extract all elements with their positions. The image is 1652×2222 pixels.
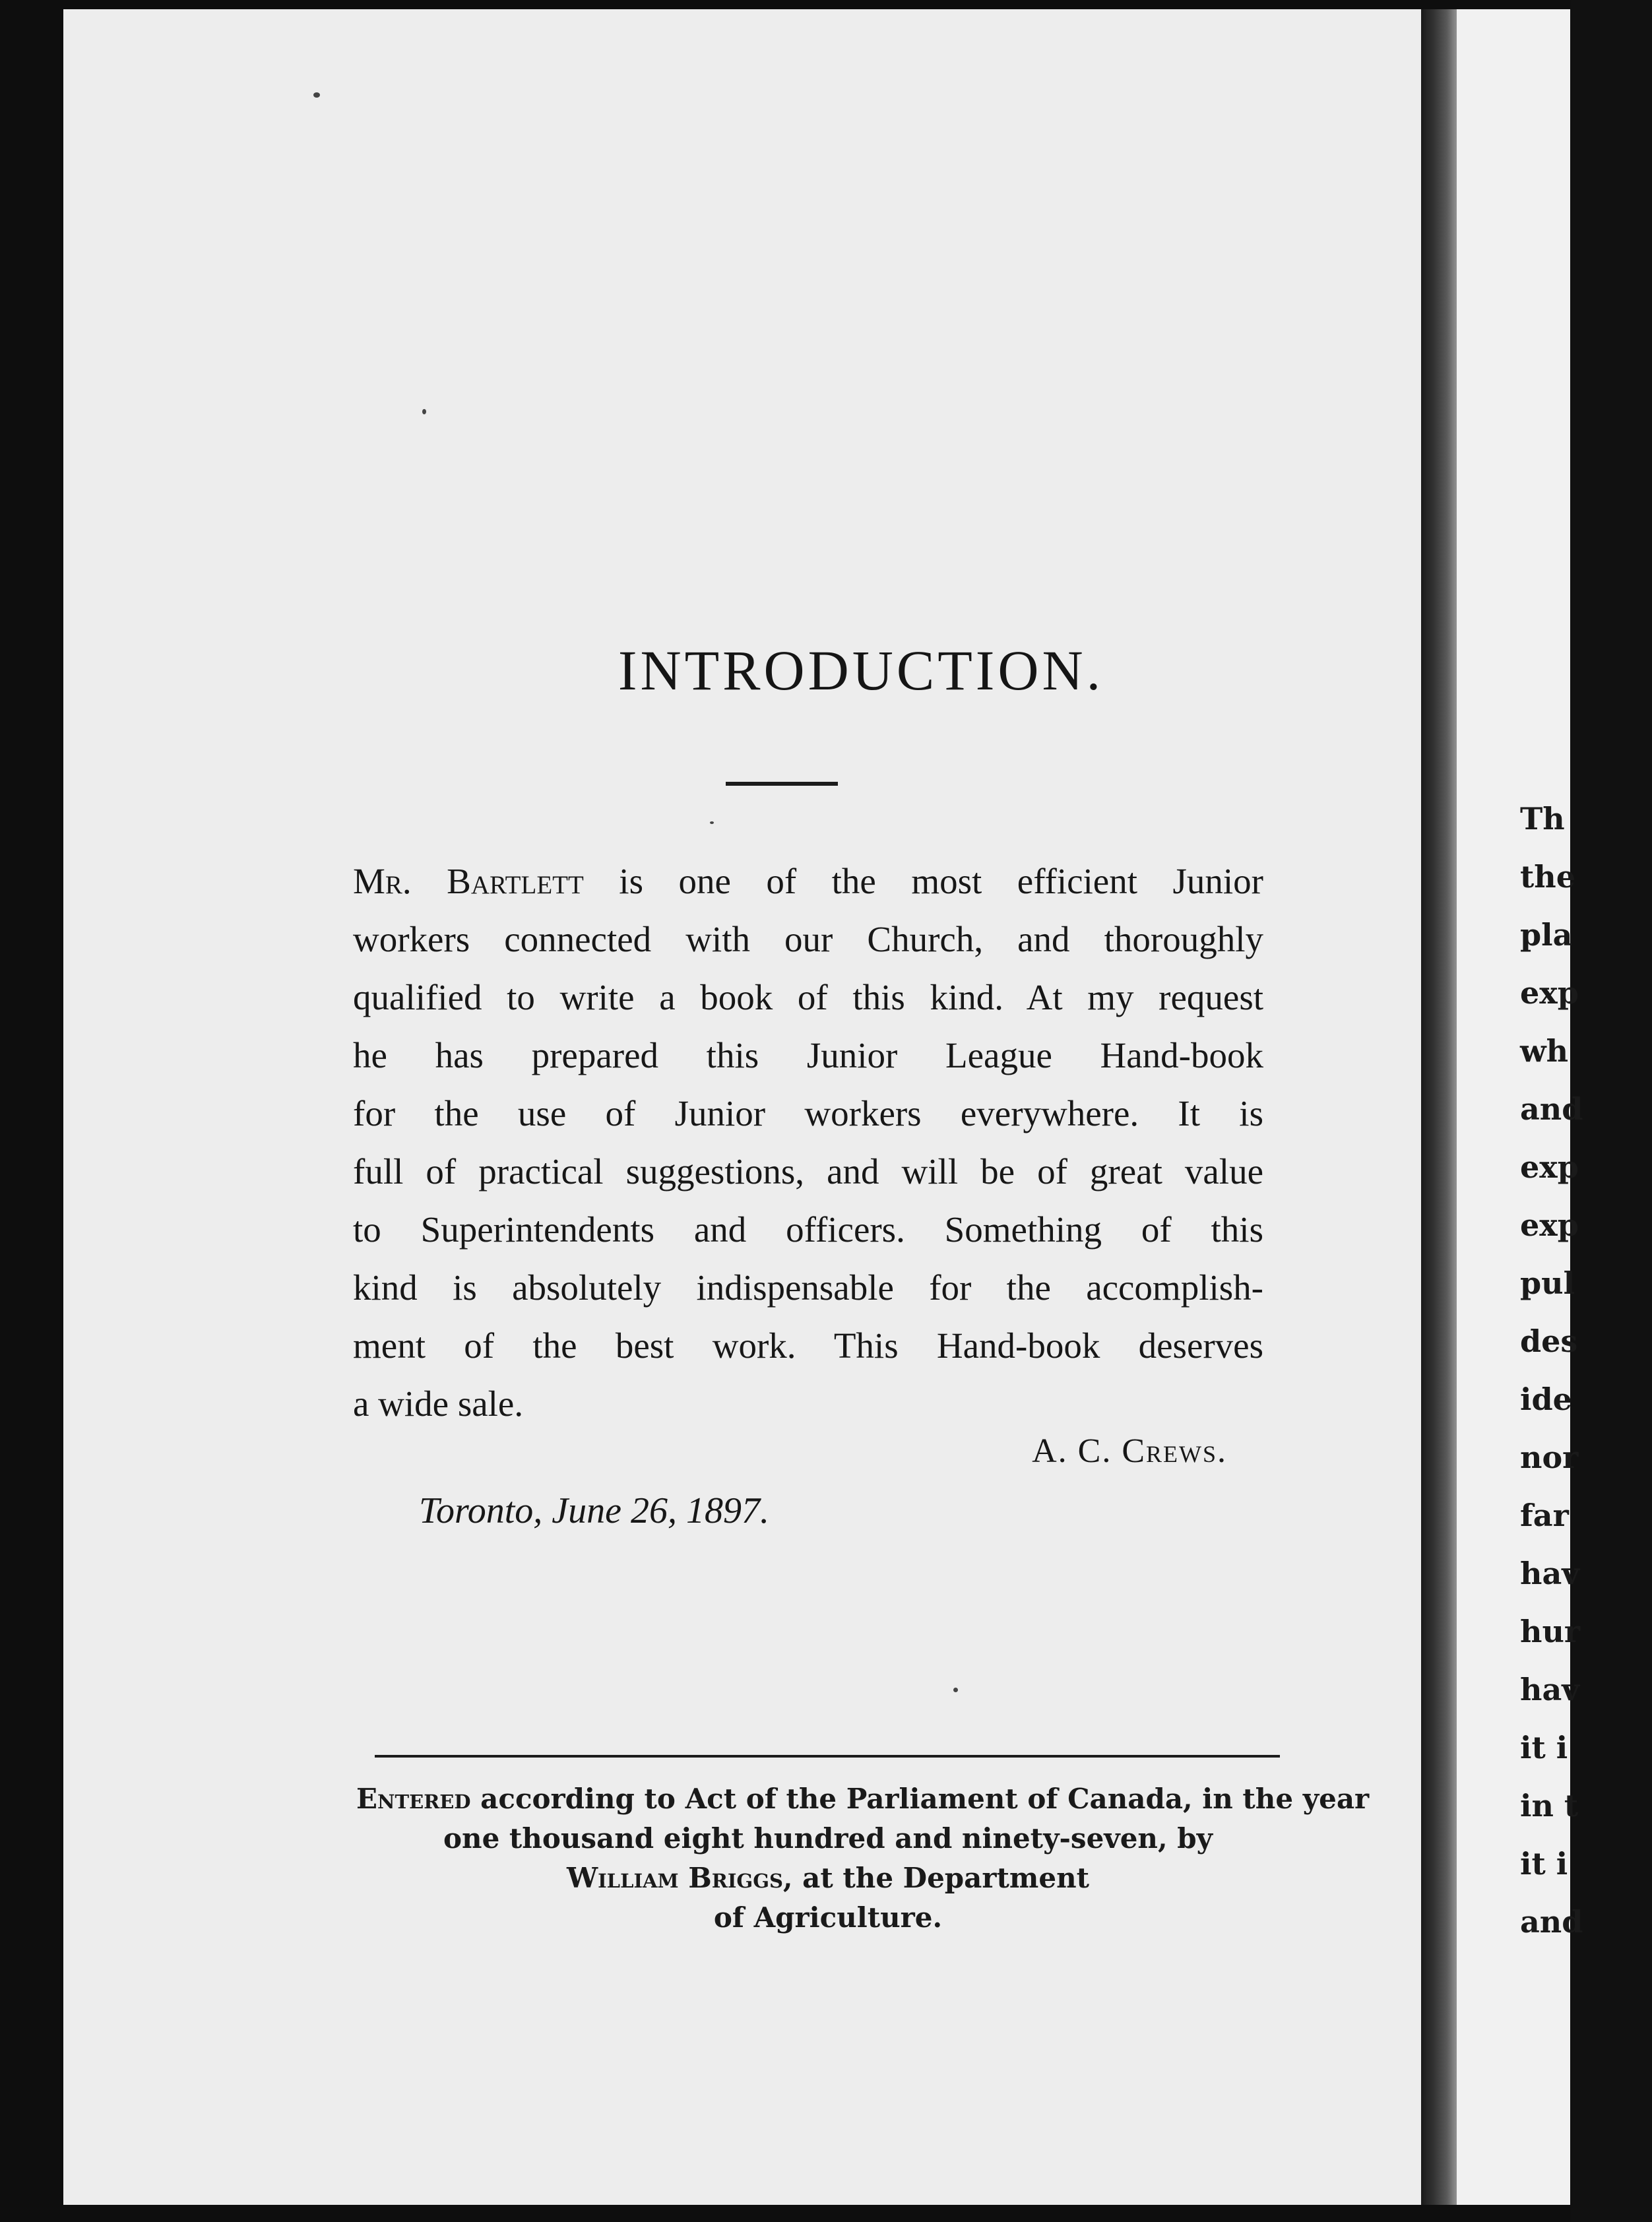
chapter-title: INTRODUCTION.	[618, 639, 1104, 702]
publisher-name: William Briggs	[566, 1862, 783, 1894]
copyright-line	[356, 1862, 1300, 1894]
paper-speck	[953, 1688, 958, 1692]
book-gutter	[1421, 9, 1458, 2205]
body-line: qualified to write a book of this kind. At my request	[353, 977, 1263, 1017]
paper-speck	[313, 92, 320, 98]
body-line: to Superintendents and officers. Something of this	[353, 1209, 1263, 1250]
author-name: Mr. Bartlett	[353, 861, 584, 901]
body-line: for the use of Junior workers everywhere. It is	[353, 1093, 1263, 1133]
body-line: workers connected with our Church, and thoroughly	[353, 919, 1263, 959]
facing-page-fragment: nor	[1520, 1440, 1579, 1475]
copyright-line	[356, 1783, 1370, 1815]
body-line: a wide sale.	[353, 1383, 524, 1424]
body-line: full of practical suggestions, and will be of great value	[353, 1151, 1263, 1191]
title-rule	[726, 782, 838, 786]
copyright-lead: Entered	[356, 1783, 471, 1815]
facing-page-fragment: des	[1520, 1323, 1578, 1359]
facing-page-fragment: ide	[1520, 1381, 1572, 1417]
facing-page-fragment: and	[1520, 1904, 1583, 1940]
copyright-text: , at the Department	[782, 1862, 1090, 1894]
signature: A. C. Crews.	[1032, 1432, 1227, 1470]
facing-page-fragment: pla	[1520, 917, 1573, 953]
facing-page-fragment: it i	[1520, 1730, 1568, 1765]
facing-page-fragment: wh	[1520, 1033, 1569, 1069]
facing-page-fragment: pul	[1520, 1265, 1575, 1301]
copyright-line: of Agriculture.	[713, 1901, 943, 1934]
facing-page-fragment: it i	[1520, 1846, 1568, 1882]
copyright-line: one thousand eight hundred and ninety-seven, by	[443, 1822, 1213, 1855]
body-line: ment of the best work. This Hand-book deserves	[353, 1325, 1263, 1366]
paper-speck	[710, 821, 714, 824]
facing-page-fragment: hur	[1520, 1614, 1581, 1649]
dateline: Toronto, June 26, 1897.	[419, 1490, 769, 1531]
copyright-text: according to Act of the Parliament of Canada, in the year	[470, 1783, 1370, 1815]
facing-page-fragment: hav	[1520, 1672, 1579, 1707]
body-line	[353, 860, 1263, 902]
scan-border-bottom	[0, 2202, 1570, 2222]
body-line: kind is absolutely indispensable for the accomplish-	[353, 1267, 1263, 1308]
body-text: is one of the most efficient Junior	[583, 861, 1263, 901]
scan-border-left	[0, 0, 63, 2222]
facing-page-fragment: hav	[1520, 1556, 1579, 1591]
facing-page-fragment: and	[1520, 1091, 1583, 1127]
copyright-rule	[375, 1755, 1280, 1758]
facing-page-fragment: the	[1520, 859, 1575, 895]
facing-page-fragment: exp	[1520, 1149, 1579, 1185]
facing-page-fragment: far	[1520, 1498, 1569, 1533]
facing-page-fragment: in t	[1520, 1788, 1579, 1824]
facing-page-fragment: Th	[1520, 801, 1565, 837]
body-line: he has prepared this Junior League Hand-book	[353, 1035, 1263, 1075]
facing-page-fragment: exp	[1520, 1207, 1579, 1243]
facing-page-fragment: exp	[1520, 975, 1579, 1011]
paper-speck	[422, 409, 426, 414]
